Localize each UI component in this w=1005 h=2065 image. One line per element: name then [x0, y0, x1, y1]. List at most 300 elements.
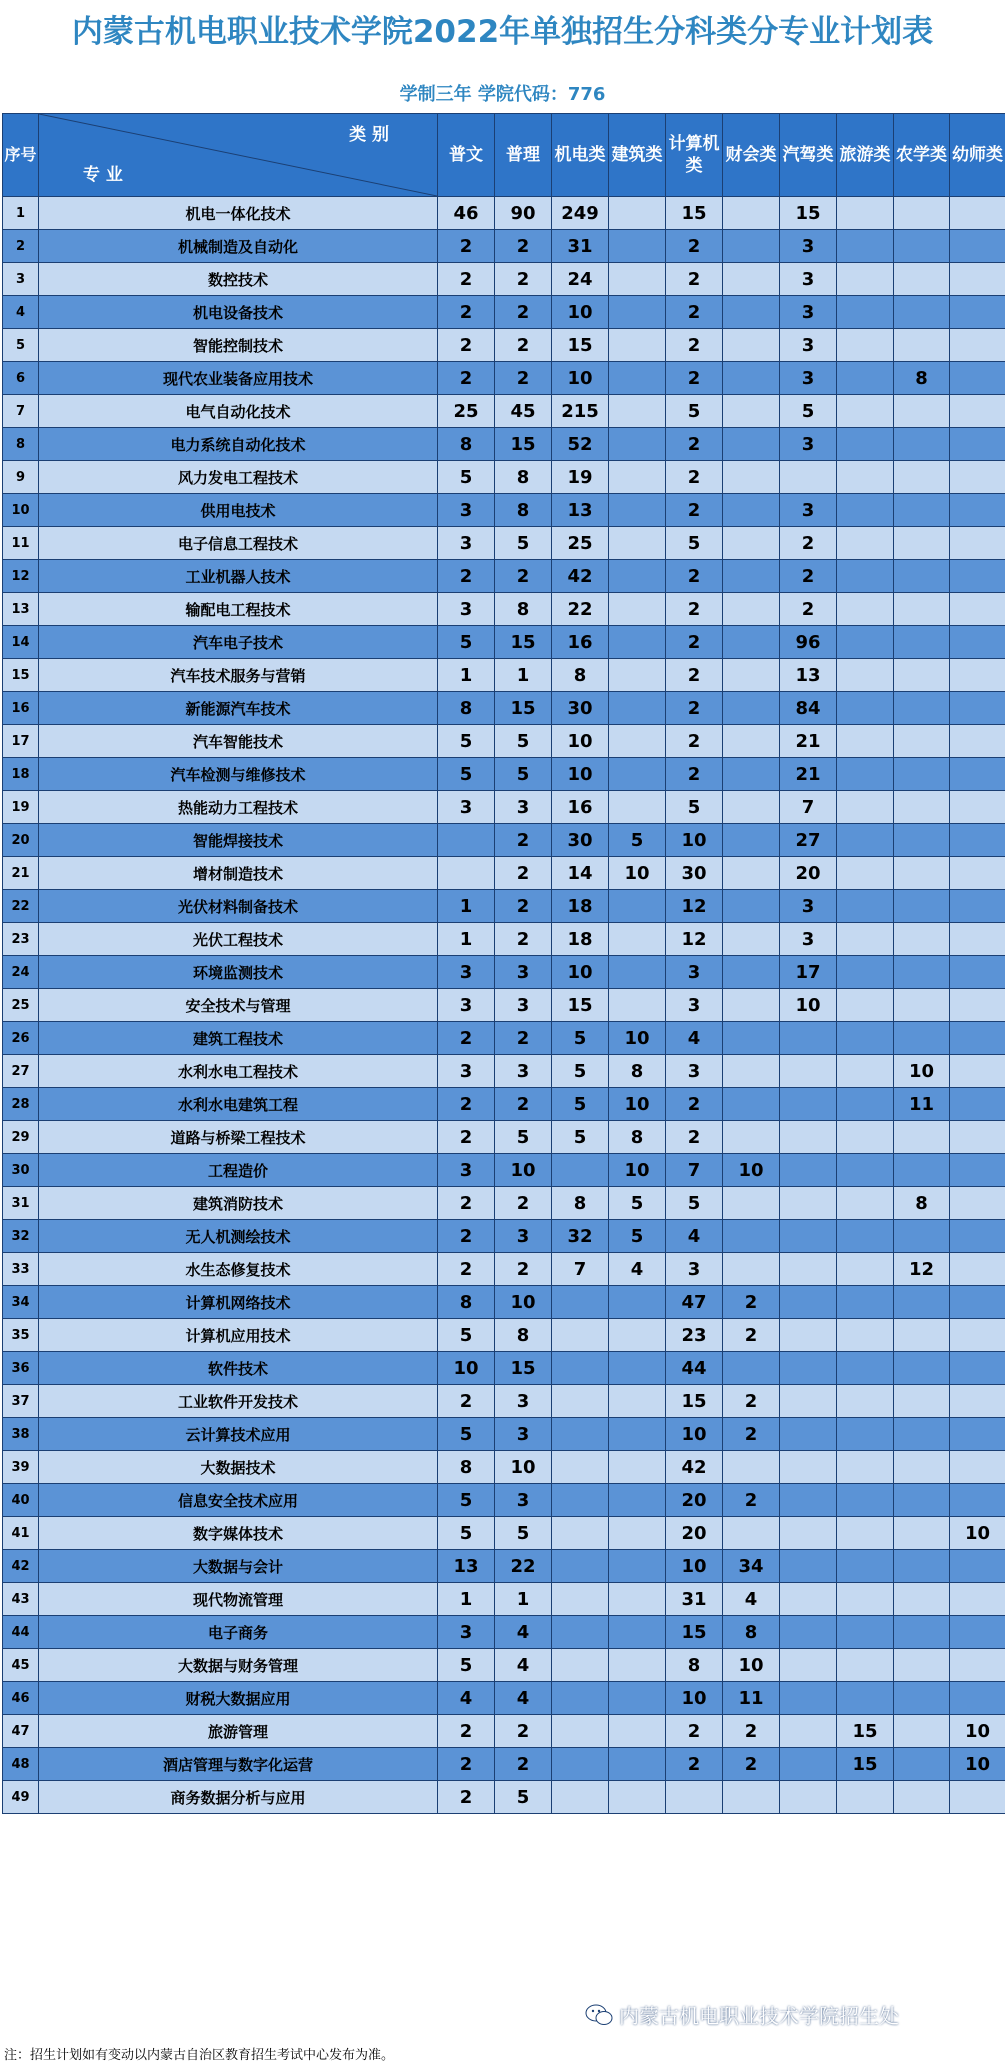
major-name: 大数据技术	[39, 1451, 438, 1484]
quota-cell: 10	[780, 989, 837, 1022]
quota-cell	[837, 230, 894, 263]
quota-cell: 2	[438, 1781, 495, 1814]
major-name: 大数据与会计	[39, 1550, 438, 1583]
quota-cell: 215	[552, 395, 609, 428]
quota-cell	[950, 1418, 1005, 1451]
quota-cell	[950, 428, 1005, 461]
quota-cell	[837, 1385, 894, 1418]
table-row	[3, 1022, 1005, 1055]
quota-cell	[950, 494, 1005, 527]
quota-cell	[609, 1616, 666, 1649]
major-name: 机电一体化技术	[39, 197, 438, 230]
quota-cell	[950, 1286, 1005, 1319]
quota-cell	[723, 1088, 780, 1121]
quota-cell	[609, 527, 666, 560]
quota-cell: 4	[666, 1022, 723, 1055]
quota-cell	[609, 1319, 666, 1352]
quota-cell: 5	[495, 1121, 552, 1154]
quota-cell: 16	[552, 626, 609, 659]
quota-cell	[894, 197, 950, 230]
quota-cell: 15	[837, 1748, 894, 1781]
quota-cell: 5	[438, 1484, 495, 1517]
quota-cell	[837, 1055, 894, 1088]
quota-cell: 5	[552, 1088, 609, 1121]
row-number: 47	[3, 1715, 39, 1748]
quota-cell	[950, 1781, 1005, 1814]
quota-cell: 10	[666, 824, 723, 857]
quota-cell: 5	[495, 1781, 552, 1814]
table-row	[3, 791, 1005, 824]
quota-cell	[780, 1055, 837, 1088]
quota-cell: 2	[666, 362, 723, 395]
quota-cell	[552, 1319, 609, 1352]
quota-cell	[837, 956, 894, 989]
quota-cell	[780, 1187, 837, 1220]
quota-cell	[950, 296, 1005, 329]
row-number: 3	[3, 263, 39, 296]
quota-cell	[837, 1451, 894, 1484]
table-row	[3, 1451, 1005, 1484]
table-row	[3, 1781, 1005, 1814]
major-name: 计算机网络技术	[39, 1286, 438, 1319]
major-name: 电子商务	[39, 1616, 438, 1649]
quota-cell	[837, 857, 894, 890]
quota-cell: 14	[552, 857, 609, 890]
quota-cell	[723, 1517, 780, 1550]
header-col-3: 建筑类	[609, 114, 666, 197]
row-number: 13	[3, 593, 39, 626]
quota-cell: 2	[666, 758, 723, 791]
quota-cell: 2	[666, 296, 723, 329]
quota-cell: 8	[894, 1187, 950, 1220]
quota-cell: 10	[609, 857, 666, 890]
quota-cell: 3	[495, 1484, 552, 1517]
quota-cell: 3	[438, 791, 495, 824]
quota-cell	[552, 1781, 609, 1814]
major-name: 建筑工程技术	[39, 1022, 438, 1055]
row-number: 35	[3, 1319, 39, 1352]
quota-cell	[837, 1517, 894, 1550]
quota-cell: 4	[438, 1682, 495, 1715]
quota-cell	[894, 527, 950, 560]
quota-cell: 15	[666, 197, 723, 230]
quota-cell: 10	[552, 362, 609, 395]
quota-cell: 12	[666, 923, 723, 956]
quota-cell	[950, 1253, 1005, 1286]
quota-cell	[894, 1550, 950, 1583]
major-name: 智能控制技术	[39, 329, 438, 362]
quota-cell: 2	[723, 1385, 780, 1418]
quota-cell	[894, 725, 950, 758]
quota-cell	[723, 956, 780, 989]
quota-cell	[609, 1550, 666, 1583]
quota-cell	[837, 461, 894, 494]
quota-cell	[780, 1352, 837, 1385]
quota-cell: 2	[666, 593, 723, 626]
table-row	[3, 1088, 1005, 1121]
quota-cell: 2	[495, 560, 552, 593]
quota-cell: 5	[495, 527, 552, 560]
quota-cell: 2	[438, 560, 495, 593]
quota-cell	[723, 296, 780, 329]
quota-cell	[552, 1517, 609, 1550]
quota-cell	[609, 1781, 666, 1814]
quota-cell: 3	[780, 230, 837, 263]
quota-cell	[894, 1022, 950, 1055]
table-row	[3, 362, 1005, 395]
quota-cell: 2	[780, 593, 837, 626]
quota-cell: 2	[438, 1253, 495, 1286]
quota-cell: 2	[495, 296, 552, 329]
quota-cell	[950, 791, 1005, 824]
quota-cell: 2	[438, 230, 495, 263]
row-number: 18	[3, 758, 39, 791]
quota-cell: 3	[495, 1418, 552, 1451]
quota-cell	[723, 989, 780, 1022]
quota-cell: 5	[438, 1418, 495, 1451]
table-row	[3, 296, 1005, 329]
major-name: 新能源汽车技术	[39, 692, 438, 725]
row-number: 12	[3, 560, 39, 593]
quota-cell	[723, 725, 780, 758]
quota-cell	[894, 296, 950, 329]
quota-cell: 11	[894, 1088, 950, 1121]
quota-cell	[609, 263, 666, 296]
quota-cell: 2	[723, 1286, 780, 1319]
table-row	[3, 956, 1005, 989]
quota-cell	[894, 1352, 950, 1385]
quota-cell	[552, 1484, 609, 1517]
quota-cell: 5	[666, 791, 723, 824]
quota-cell	[609, 1286, 666, 1319]
quota-cell: 1	[438, 923, 495, 956]
quota-cell: 2	[495, 1748, 552, 1781]
quota-cell	[609, 1418, 666, 1451]
quota-cell	[950, 1682, 1005, 1715]
row-number: 15	[3, 659, 39, 692]
quota-cell: 10	[950, 1715, 1005, 1748]
quota-cell	[609, 989, 666, 1022]
quota-cell	[950, 362, 1005, 395]
table-row	[3, 1286, 1005, 1319]
quota-cell	[780, 1253, 837, 1286]
quota-cell	[723, 494, 780, 527]
quota-cell	[723, 758, 780, 791]
header-col-7: 旅游类	[837, 114, 894, 197]
quota-cell: 42	[552, 560, 609, 593]
table-row	[3, 1385, 1005, 1418]
major-name: 软件技术	[39, 1352, 438, 1385]
quota-cell	[894, 1583, 950, 1616]
row-number: 44	[3, 1616, 39, 1649]
row-number: 41	[3, 1517, 39, 1550]
quota-cell	[894, 1220, 950, 1253]
quota-cell: 8	[552, 659, 609, 692]
quota-cell: 3	[438, 1154, 495, 1187]
quota-cell	[837, 1154, 894, 1187]
quota-cell: 15	[495, 428, 552, 461]
quota-cell: 44	[666, 1352, 723, 1385]
quota-cell: 249	[552, 197, 609, 230]
table-row	[3, 758, 1005, 791]
quota-cell: 2	[438, 1715, 495, 1748]
quota-cell: 2	[495, 1715, 552, 1748]
row-number: 22	[3, 890, 39, 923]
quota-cell	[894, 1484, 950, 1517]
quota-cell: 2	[495, 890, 552, 923]
quota-cell	[837, 989, 894, 1022]
row-number: 19	[3, 791, 39, 824]
quota-cell: 5	[495, 725, 552, 758]
row-number: 37	[3, 1385, 39, 1418]
quota-cell: 8	[438, 1451, 495, 1484]
quota-cell: 10	[723, 1649, 780, 1682]
row-number: 23	[3, 923, 39, 956]
quota-cell: 2	[495, 362, 552, 395]
quota-cell: 15	[666, 1616, 723, 1649]
quota-cell: 10	[950, 1748, 1005, 1781]
quota-cell: 3	[666, 1253, 723, 1286]
quota-cell: 10	[666, 1418, 723, 1451]
table-row	[3, 692, 1005, 725]
quota-cell	[723, 1055, 780, 1088]
quota-cell	[837, 1550, 894, 1583]
quota-cell	[723, 428, 780, 461]
quota-cell: 2	[666, 626, 723, 659]
quota-cell	[552, 1550, 609, 1583]
quota-cell: 31	[666, 1583, 723, 1616]
quota-cell: 10	[609, 1088, 666, 1121]
quota-cell	[609, 725, 666, 758]
major-name: 酒店管理与数字化运营	[39, 1748, 438, 1781]
major-name: 汽车电子技术	[39, 626, 438, 659]
row-number: 42	[3, 1550, 39, 1583]
quota-cell: 5	[666, 395, 723, 428]
quota-cell	[609, 692, 666, 725]
row-number: 4	[3, 296, 39, 329]
quota-cell: 15	[666, 1385, 723, 1418]
table-row	[3, 824, 1005, 857]
quota-cell	[894, 626, 950, 659]
table-row	[3, 1055, 1005, 1088]
quota-cell: 5	[495, 758, 552, 791]
quota-cell	[894, 1319, 950, 1352]
table-row	[3, 1748, 1005, 1781]
row-number: 1	[3, 197, 39, 230]
quota-cell: 3	[495, 791, 552, 824]
quota-cell: 8	[438, 1286, 495, 1319]
row-number: 49	[3, 1781, 39, 1814]
row-number: 6	[3, 362, 39, 395]
quota-cell: 15	[552, 329, 609, 362]
quota-cell: 4	[723, 1583, 780, 1616]
quota-cell	[552, 1154, 609, 1187]
major-name: 增材制造技术	[39, 857, 438, 890]
quota-cell	[950, 1352, 1005, 1385]
quota-cell: 5	[666, 527, 723, 560]
quota-cell	[666, 1781, 723, 1814]
quota-cell	[723, 1781, 780, 1814]
quota-cell: 10	[894, 1055, 950, 1088]
table-row	[3, 593, 1005, 626]
quota-cell: 7	[780, 791, 837, 824]
table-row	[3, 989, 1005, 1022]
quota-cell: 13	[780, 659, 837, 692]
table-row	[3, 890, 1005, 923]
quota-cell: 20	[666, 1484, 723, 1517]
quota-cell	[837, 626, 894, 659]
table-row	[3, 1715, 1005, 1748]
quota-cell	[894, 1451, 950, 1484]
quota-cell	[837, 560, 894, 593]
quota-cell: 2	[495, 230, 552, 263]
quota-cell	[780, 1484, 837, 1517]
row-number: 27	[3, 1055, 39, 1088]
quota-cell	[950, 1649, 1005, 1682]
quota-cell: 42	[666, 1451, 723, 1484]
quota-cell	[894, 1649, 950, 1682]
quota-cell	[837, 1286, 894, 1319]
quota-cell: 10	[609, 1022, 666, 1055]
quota-cell	[438, 824, 495, 857]
quota-cell: 4	[495, 1649, 552, 1682]
quota-cell: 8	[666, 1649, 723, 1682]
major-name: 工业机器人技术	[39, 560, 438, 593]
major-name: 大数据与财务管理	[39, 1649, 438, 1682]
major-name: 电子信息工程技术	[39, 527, 438, 560]
quota-cell	[609, 362, 666, 395]
quota-cell	[723, 362, 780, 395]
quota-cell: 5	[609, 1187, 666, 1220]
quota-cell: 2	[438, 1187, 495, 1220]
quota-cell	[837, 527, 894, 560]
quota-cell: 2	[495, 1253, 552, 1286]
quota-cell: 2	[438, 1121, 495, 1154]
major-name: 光伏材料制备技术	[39, 890, 438, 923]
quota-cell	[609, 494, 666, 527]
quota-cell: 10	[495, 1451, 552, 1484]
quota-cell	[837, 362, 894, 395]
quota-cell: 2	[666, 560, 723, 593]
table-header-row	[3, 114, 1005, 197]
quota-cell	[780, 1121, 837, 1154]
major-name: 智能焊接技术	[39, 824, 438, 857]
major-name: 环境监测技术	[39, 956, 438, 989]
quota-cell: 5	[552, 1022, 609, 1055]
table-row	[3, 1616, 1005, 1649]
quota-cell	[837, 923, 894, 956]
quota-cell: 2	[723, 1748, 780, 1781]
quota-cell: 47	[666, 1286, 723, 1319]
major-name: 机械制造及自动化	[39, 230, 438, 263]
major-name: 建筑消防技术	[39, 1187, 438, 1220]
quota-cell	[552, 1682, 609, 1715]
quota-cell	[837, 692, 894, 725]
quota-cell: 10	[438, 1352, 495, 1385]
quota-cell: 30	[552, 824, 609, 857]
quota-cell: 5	[552, 1121, 609, 1154]
quota-cell: 18	[552, 923, 609, 956]
quota-cell: 4	[609, 1253, 666, 1286]
quota-cell: 2	[666, 494, 723, 527]
quota-cell	[837, 1253, 894, 1286]
quota-cell: 5	[438, 725, 495, 758]
quota-cell	[723, 527, 780, 560]
quota-cell	[950, 1319, 1005, 1352]
quota-cell: 2	[495, 1088, 552, 1121]
table-row	[3, 263, 1005, 296]
quota-cell	[723, 857, 780, 890]
quota-cell	[950, 989, 1005, 1022]
quota-cell	[894, 1121, 950, 1154]
major-name: 光伏工程技术	[39, 923, 438, 956]
major-name: 输配电工程技术	[39, 593, 438, 626]
quota-cell: 2	[723, 1484, 780, 1517]
row-number: 10	[3, 494, 39, 527]
quota-cell: 5	[609, 1220, 666, 1253]
quota-cell	[894, 263, 950, 296]
quota-cell	[837, 1187, 894, 1220]
quota-cell	[780, 1451, 837, 1484]
quota-cell	[950, 1187, 1005, 1220]
quota-cell	[894, 395, 950, 428]
quota-cell	[950, 758, 1005, 791]
row-number: 28	[3, 1088, 39, 1121]
quota-cell	[894, 890, 950, 923]
major-name: 水利水电建筑工程	[39, 1088, 438, 1121]
quota-cell: 3	[780, 362, 837, 395]
quota-cell: 2	[438, 1022, 495, 1055]
quota-cell	[609, 329, 666, 362]
quota-cell	[950, 1484, 1005, 1517]
quota-cell: 2	[495, 1187, 552, 1220]
header-col-1: 普理	[495, 114, 552, 197]
quota-cell	[780, 1418, 837, 1451]
quota-cell	[950, 956, 1005, 989]
quota-cell: 8	[495, 1319, 552, 1352]
quota-cell: 3	[495, 1055, 552, 1088]
major-name: 数控技术	[39, 263, 438, 296]
quota-cell: 3	[495, 989, 552, 1022]
quota-cell: 5	[552, 1055, 609, 1088]
quota-cell: 2	[438, 263, 495, 296]
table-row	[3, 1682, 1005, 1715]
quota-cell: 5	[438, 758, 495, 791]
quota-cell: 2	[495, 923, 552, 956]
table-row	[3, 230, 1005, 263]
quota-cell: 1	[438, 890, 495, 923]
quota-cell: 96	[780, 626, 837, 659]
quota-cell: 27	[780, 824, 837, 857]
quota-cell	[780, 1319, 837, 1352]
table-row	[3, 560, 1005, 593]
quota-cell	[950, 230, 1005, 263]
quota-cell: 10	[666, 1550, 723, 1583]
quota-cell: 13	[552, 494, 609, 527]
quota-cell	[723, 1253, 780, 1286]
quota-cell	[609, 560, 666, 593]
row-number: 16	[3, 692, 39, 725]
table-row	[3, 626, 1005, 659]
quota-cell	[609, 1517, 666, 1550]
quota-cell: 5	[438, 1517, 495, 1550]
quota-cell	[837, 1220, 894, 1253]
quota-cell: 3	[780, 263, 837, 296]
quota-cell	[723, 1121, 780, 1154]
quota-cell: 1	[495, 1583, 552, 1616]
header-col-8: 农学类	[894, 114, 950, 197]
row-number: 11	[3, 527, 39, 560]
